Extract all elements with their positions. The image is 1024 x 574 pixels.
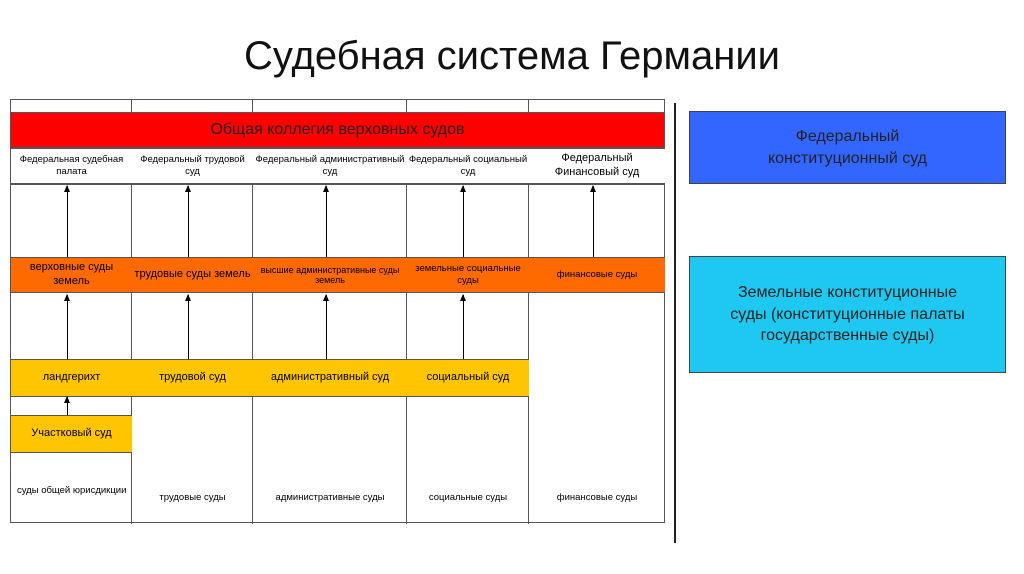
branch-label-3: административные суды [275, 492, 385, 503]
first-instance-4: социальный суд [407, 359, 529, 397]
row-divider [11, 184, 664, 185]
appeal-arrow [593, 186, 594, 257]
federal-court-2: Федеральный трудовой суд [132, 148, 253, 184]
federal-court-4: Федеральный социальный суд [407, 148, 529, 184]
land-court-4: земельные социальные суды [407, 257, 529, 293]
first-instance-3: административный суд [253, 359, 407, 397]
first-instance-1: ландгерихт [11, 359, 132, 397]
branch-label-2: трудовые суды [159, 492, 226, 503]
federal-court-3: Федеральный административный суд [253, 148, 407, 184]
federal-constitutional-court-label: Федеральный конституционный суд [767, 127, 928, 167]
appeal-arrow [463, 295, 464, 359]
branch-label-5: финансовые суды [556, 492, 638, 503]
land-court-1: верховные суды земель [11, 257, 132, 293]
land-constitutional-courts [689, 256, 1006, 373]
vertical-divider [674, 103, 676, 543]
federal-constitutional-court [689, 111, 1006, 184]
appeal-arrow [326, 295, 327, 359]
appeal-arrow [188, 295, 189, 359]
land-constitutional-courts-label: Земельные конституционные суды (конституционные палаты государственные суды) [730, 284, 965, 345]
appeal-arrow [188, 186, 189, 257]
first-instance-2: трудовой суд [132, 359, 253, 397]
appeal-arrow [326, 186, 327, 257]
federal-court-1: Федеральная судебная палата [11, 148, 132, 184]
joint-senate-bar: Общая коллегия верховных судов [11, 112, 664, 148]
land-court-3: высшие административные суды земель [253, 257, 407, 293]
page-title: Судебная система Германии [243, 34, 781, 78]
land-court-2: трудовые суды земель [132, 257, 253, 293]
appeal-arrow [463, 186, 464, 257]
land-court-5: финансовые суды [529, 257, 665, 293]
federal-court-5: Федеральный Финансовый суд [529, 148, 665, 184]
court-diagram [10, 99, 665, 523]
appeal-arrow [67, 397, 68, 415]
local-court: Участковый суд [11, 415, 132, 453]
branch-label-4: социальные суды [428, 492, 508, 503]
appeal-arrow [67, 295, 68, 359]
branch-label-1: суды общей юрисдикции [17, 485, 127, 496]
appeal-arrow [67, 186, 68, 257]
